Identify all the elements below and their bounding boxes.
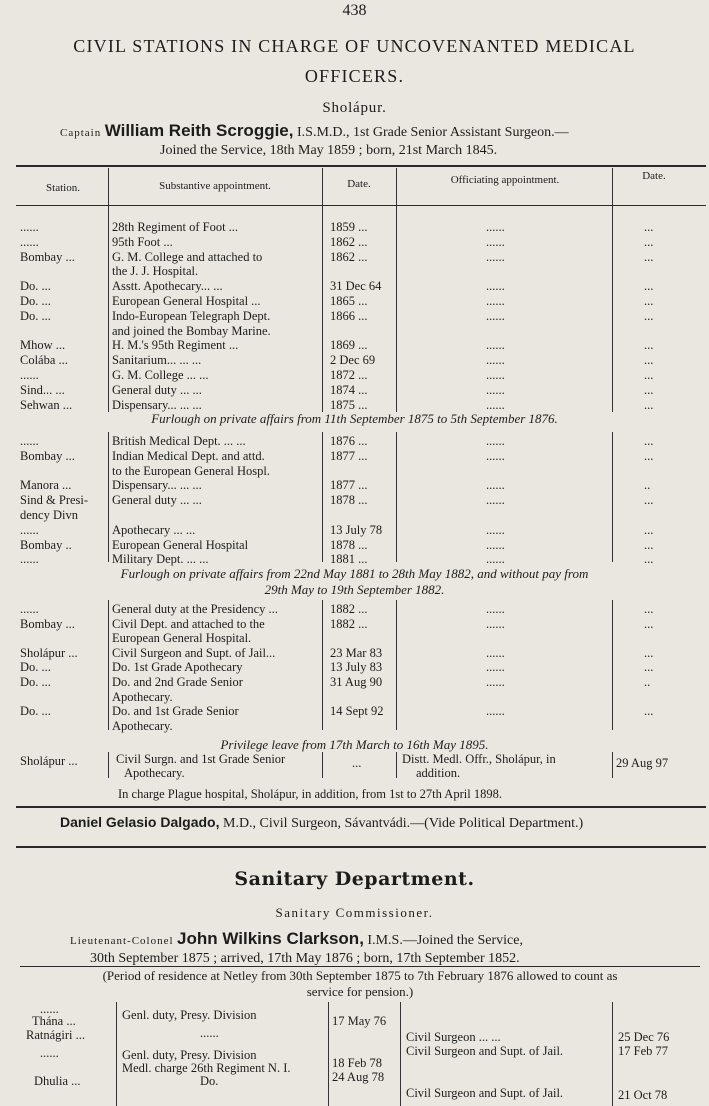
station-cell: Bombay ...	[20, 448, 75, 463]
officiating-cell: ......	[486, 353, 505, 368]
date2-cell: ...	[644, 645, 654, 660]
date2-cell: ...	[644, 397, 654, 412]
substantive-cell: Apothecary ... ...	[112, 522, 196, 537]
table-rule	[20, 966, 700, 967]
furlough-note-1: Furlough on private affairs from 11th September 1875 to 5th September 1876.	[151, 411, 558, 426]
officiating-cell: ......	[486, 294, 505, 308]
station-cell: Manora ...	[20, 478, 72, 493]
table-row	[16, 617, 706, 631]
table-row	[16, 324, 706, 338]
bottom-sub-1: Genl. duty, Presy. Division	[122, 1008, 257, 1022]
table-row	[16, 538, 706, 552]
last-date2: 29 Aug 97	[616, 756, 669, 770]
officiating-cell: ......	[486, 338, 505, 353]
officiating-cell: ......	[486, 434, 505, 448]
table-row	[16, 220, 706, 234]
substantive-cell: Do. and 2nd Grade Senior	[112, 675, 243, 689]
date-cell: 31 Dec 64	[330, 279, 382, 294]
clarkson-rank: Lieutenant-Colonel	[70, 935, 174, 947]
officiating-cell: ......	[486, 382, 505, 397]
date-cell: 1881 ...	[330, 552, 368, 567]
station-ratnagiri: Ratnágiri ...	[26, 1028, 86, 1042]
date-cell: 2 Dec 69	[330, 353, 376, 368]
officiating-cell: ......	[486, 522, 505, 537]
bottom-off-2: Civil Surgeon and Supt. of Jail.	[406, 1044, 564, 1058]
table-row	[16, 704, 706, 718]
substantive-cell: Civil Dept. and attached to the	[112, 616, 265, 631]
table-row	[16, 434, 706, 448]
substantive-cell: Dispensary... ... ...	[112, 397, 202, 412]
department-heading: Sanitary Department.	[234, 868, 475, 890]
date2-cell: ...	[644, 616, 654, 631]
officer-service: Joined the Service, 18th May 1859 ; born, 21st March 1845.	[160, 143, 498, 158]
station-cell: Bombay ...	[20, 616, 75, 631]
date-cell: 1859 ...	[330, 220, 368, 234]
officer-name: William Reith Scroggie,	[104, 121, 294, 140]
officiating-cell: ......	[486, 493, 505, 508]
last-substantive-2: Apothecary.	[124, 766, 185, 780]
table-row	[16, 719, 706, 733]
date2-cell: ...	[644, 448, 654, 463]
table-row	[16, 279, 706, 293]
date2-cell: ..	[644, 675, 651, 689]
table-row	[16, 660, 706, 674]
col-divider	[400, 1002, 401, 1106]
furlough-note-2: Furlough on private affairs from 22nd May 1881 to 28th May 1882, and without pay from	[120, 566, 589, 581]
netley-note-1: (Period of residence at Netley from 30th September 1875 to 7th February 1876 allowed to count as	[102, 968, 618, 983]
clarkson-details: I.M.S.—Joined the Service,	[367, 933, 523, 948]
date-cell: 1877 ...	[330, 478, 368, 493]
date-cell: 1874 ...	[330, 382, 368, 397]
table-row	[16, 690, 706, 704]
date-cell: 14 Sept 92	[330, 704, 384, 719]
bottom-off-1: Civil Surgeon ... ...	[406, 1030, 501, 1044]
col-divider	[322, 752, 323, 778]
officiating-cell: ......	[486, 279, 505, 294]
date2-cell: ...	[644, 368, 654, 382]
date2-cell: ...	[644, 294, 654, 308]
bottom-sub-3: Medl. charge 26th Regiment N. I.	[122, 1061, 291, 1075]
table-row	[16, 675, 706, 689]
station-cell: ......	[20, 552, 39, 567]
station-cell: Bombay ..	[20, 537, 72, 552]
table-row	[16, 250, 706, 264]
date2-cell: ...	[644, 338, 654, 353]
section-rule	[16, 846, 706, 848]
station-dhulia: Dhulia ...	[34, 1074, 81, 1088]
table-row	[16, 464, 706, 478]
substantive-cell: 28th Regiment of Foot ...	[112, 220, 239, 234]
officer-header	[60, 122, 700, 159]
substantive-cell: Dispensary... ... ...	[112, 478, 202, 493]
page-number: 438	[342, 2, 367, 19]
bottom-date-3: 24 Aug 78	[332, 1070, 385, 1084]
date2-cell: ...	[644, 704, 654, 719]
officiating-cell: ......	[486, 397, 505, 412]
date2-cell: ...	[644, 537, 654, 552]
officiating-cell: ......	[486, 220, 505, 234]
table-row	[16, 294, 706, 308]
table-row	[16, 235, 706, 249]
date2-cell: ...	[644, 434, 654, 448]
station-cell: ......	[20, 602, 39, 616]
date2-cell: ...	[644, 249, 654, 264]
date2-cell: ...	[644, 522, 654, 537]
substantive-cell: G. M. College and attached to	[112, 249, 263, 264]
substantive-cell: to the European General Hospl.	[112, 463, 270, 478]
table-row	[16, 264, 706, 278]
station-cell: ......	[20, 434, 39, 448]
station-cell: Do. ...	[20, 704, 51, 719]
table-header-rule	[16, 205, 706, 206]
date-cell: 1878 ...	[330, 493, 368, 508]
netley-note-2: service for pension.)	[306, 984, 414, 999]
station-cell: ......	[20, 234, 39, 249]
substantive-cell: General duty ... ...	[112, 382, 202, 397]
clarkson-service: 30th September 1875 ; arrived, 17th May 1876 ; born, 17th September 1852.	[90, 951, 520, 966]
table-row	[16, 523, 706, 537]
date-cell: 1865 ...	[330, 294, 368, 308]
col-divider	[612, 1002, 613, 1106]
officiating-cell: ......	[486, 308, 505, 323]
col-divider	[612, 752, 613, 778]
col-divider	[328, 1002, 329, 1106]
dalgado-details: M.D., Civil Surgeon, Sávantvádi.—(Vide Political Department.)	[223, 816, 584, 831]
substantive-cell: Do. and 1st Grade Senior	[112, 704, 239, 719]
officiating-cell: ......	[486, 249, 505, 264]
station-cell: Sehwan ...	[20, 397, 73, 412]
date-cell: 1878 ...	[330, 537, 368, 552]
table-row	[16, 602, 706, 616]
date-cell: 1862 ...	[330, 249, 368, 264]
col-substantive: Substantive appointment.	[159, 180, 271, 192]
date-cell: 13 July 83	[330, 660, 383, 675]
table-row	[16, 493, 706, 507]
station-cell: ......	[20, 368, 39, 382]
date-cell: 1877 ...	[330, 448, 368, 463]
table-row	[16, 398, 706, 412]
plague-note: In charge Plague hospital, Sholápur, in addition, from 1st to 27th April 1898.	[118, 787, 502, 801]
last-officiating: Distt. Medl. Offr., Sholápur, in	[402, 752, 556, 766]
date-cell: 1872 ...	[330, 368, 368, 382]
date-cell: 1866 ...	[330, 308, 368, 323]
date-cell: 31 Aug 90	[330, 675, 383, 689]
col-officiating: Officiating appointment.	[450, 174, 560, 186]
last-officiating-2: addition.	[416, 766, 461, 780]
date2-cell: ..	[644, 478, 651, 493]
station-cell: Do. ...	[20, 308, 51, 323]
date2-cell: ...	[644, 279, 654, 294]
substantive-cell: Civil Surgeon and Supt. of Jail...	[112, 645, 276, 660]
table-row	[16, 552, 706, 566]
officiating-cell: ......	[486, 602, 505, 616]
station-dots: ......	[40, 1046, 59, 1060]
table-row	[16, 478, 706, 492]
bottom-sub-4: Do.	[200, 1074, 219, 1088]
table-row	[16, 309, 706, 323]
col-divider	[108, 752, 109, 778]
date2-cell: ...	[644, 382, 654, 397]
date2-cell: ...	[644, 308, 654, 323]
station-thana: Thána ...	[32, 1014, 76, 1028]
date2-cell: ...	[644, 353, 654, 368]
clarkson-name: John Wilkins Clarkson,	[177, 929, 364, 948]
officer-rank: Captain	[60, 127, 102, 139]
substantive-cell: General duty ... ...	[112, 493, 202, 508]
officiating-cell: ......	[486, 704, 505, 719]
table-row	[16, 449, 706, 463]
page-title: CIVIL STATIONS IN CHARGE OF UNCOVENANTED MEDICAL	[73, 36, 636, 56]
bottom-off-3: Civil Surgeon and Supt. of Jail.	[406, 1086, 564, 1100]
bottom-date-2: 18 Feb 78	[332, 1056, 382, 1070]
station-cell: ......	[20, 522, 39, 537]
last-station: Sholápur ...	[20, 754, 78, 768]
substantive-cell: the J. J. Hospital.	[112, 264, 199, 279]
dalgado-entry	[60, 814, 583, 832]
bottom-d2-1: 25 Dec 76	[618, 1030, 670, 1044]
station-cell: Colába ...	[20, 353, 68, 368]
date2-cell: ...	[644, 234, 654, 249]
substantive-cell: European General Hospital	[112, 537, 249, 552]
station-cell: Sholápur ...	[20, 645, 78, 660]
netley-note	[40, 968, 680, 1000]
officiating-cell: ......	[486, 660, 505, 675]
bottom-date-1: 17 May 76	[332, 1014, 387, 1028]
date2-cell: ...	[644, 220, 654, 234]
col-date2: Date.	[642, 170, 666, 182]
date-cell: 1882 ...	[330, 602, 368, 616]
substantive-cell: Apothecary.	[112, 689, 173, 704]
date-cell: 1862 ...	[330, 234, 368, 249]
dots: ......	[40, 1002, 59, 1016]
dalgado-name: Daniel Gelasio Dalgado,	[60, 814, 220, 830]
page-title-line2: OFFICERS.	[304, 66, 405, 86]
privilege-note: Privilege leave from 17th March to 16th May 1895.	[220, 737, 489, 752]
station-cell: dency Divn	[20, 508, 78, 522]
date-cell: 1869 ...	[330, 338, 368, 353]
officiating-cell: ......	[486, 368, 505, 382]
col-station: Station.	[46, 182, 80, 194]
last-substantive: Civil Surgn. and 1st Grade Senior	[116, 752, 286, 766]
substantive-cell: General duty at the Presidency ...	[112, 602, 278, 616]
date2-cell: ...	[644, 493, 654, 508]
substantive-cell: European General Hospital ...	[112, 294, 261, 308]
substantive-cell: H. M.'s 95th Regiment ...	[112, 338, 239, 353]
furlough-note-2b: 29th May to 19th September 1882.	[264, 582, 445, 597]
station-cell: Mhow ...	[20, 338, 66, 353]
commissioner-heading: Sanitary Commissioner.	[275, 905, 434, 920]
officiating-cell: ......	[486, 448, 505, 463]
station-cell: Bombay ...	[20, 249, 75, 264]
station-cell: Do. ...	[20, 279, 51, 294]
section-rule	[16, 806, 706, 808]
station-cell: ......	[20, 220, 39, 234]
col-divider	[396, 752, 397, 778]
dots: ......	[200, 1026, 219, 1040]
station-cell: Do. ...	[20, 660, 51, 675]
station-cell: Sind & Presi-	[20, 493, 89, 508]
officiating-cell: ......	[486, 478, 505, 493]
substantive-cell: Sanitarium... ... ...	[112, 353, 202, 368]
substantive-cell: European General Hospital.	[112, 631, 252, 646]
officiating-cell: ......	[486, 234, 505, 249]
substantive-cell: and joined the Bombay Marine.	[112, 323, 271, 338]
date-cell: 13 July 78	[330, 522, 383, 537]
date-cell: 1876 ...	[330, 434, 368, 448]
table-row	[16, 353, 706, 367]
station-cell: Do. ...	[20, 675, 51, 689]
table-row	[16, 338, 706, 352]
date2-cell: ...	[644, 660, 654, 675]
table-row	[16, 646, 706, 660]
substantive-cell: Apothecary.	[112, 718, 173, 733]
substantive-cell: Indo-European Telegraph Dept.	[112, 308, 271, 323]
table-top-rule	[16, 165, 706, 167]
station-cell: Do. ...	[20, 294, 51, 308]
table-row	[16, 383, 706, 397]
officiating-cell: ......	[486, 537, 505, 552]
substantive-cell: Military Dept. ... ...	[112, 552, 209, 567]
col-divider	[116, 1002, 117, 1106]
date2-cell: ...	[644, 552, 654, 567]
officiating-cell: ......	[486, 616, 505, 631]
table-row	[16, 368, 706, 382]
table-row	[16, 508, 706, 522]
date-cell: 1882 ...	[330, 616, 368, 631]
last-date: ...	[352, 756, 362, 770]
date-cell: 23 Mar 83	[330, 645, 383, 660]
col-date: Date.	[347, 178, 371, 190]
officiating-cell: ......	[486, 675, 505, 689]
bottom-d2-2: 17 Feb 77	[618, 1044, 668, 1058]
date-cell: 1875 ...	[330, 397, 368, 412]
substantive-cell: G. M. College ... ...	[112, 368, 209, 382]
officiating-cell: ......	[486, 645, 505, 660]
bottom-sub-2: Genl. duty, Presy. Division	[122, 1048, 257, 1062]
substantive-cell: British Medical Dept. ... ...	[112, 434, 246, 448]
date2-cell: ...	[644, 602, 654, 616]
officer-details: I.S.M.D., 1st Grade Senior Assistant Surgeon.—	[297, 125, 569, 140]
clarkson-header	[70, 930, 700, 967]
station-cell: Sind... ...	[20, 382, 65, 397]
bottom-d2-3: 21 Oct 78	[618, 1088, 668, 1102]
station-heading: Sholápur.	[322, 100, 387, 116]
substantive-cell: Asstt. Apothecary... ...	[112, 279, 223, 294]
officiating-cell: ......	[486, 552, 505, 567]
substantive-cell: Indian Medical Dept. and attd.	[112, 448, 265, 463]
table-row	[16, 631, 706, 645]
substantive-cell: 95th Foot ...	[112, 234, 173, 249]
substantive-cell: Do. 1st Grade Apothecary	[112, 660, 243, 675]
